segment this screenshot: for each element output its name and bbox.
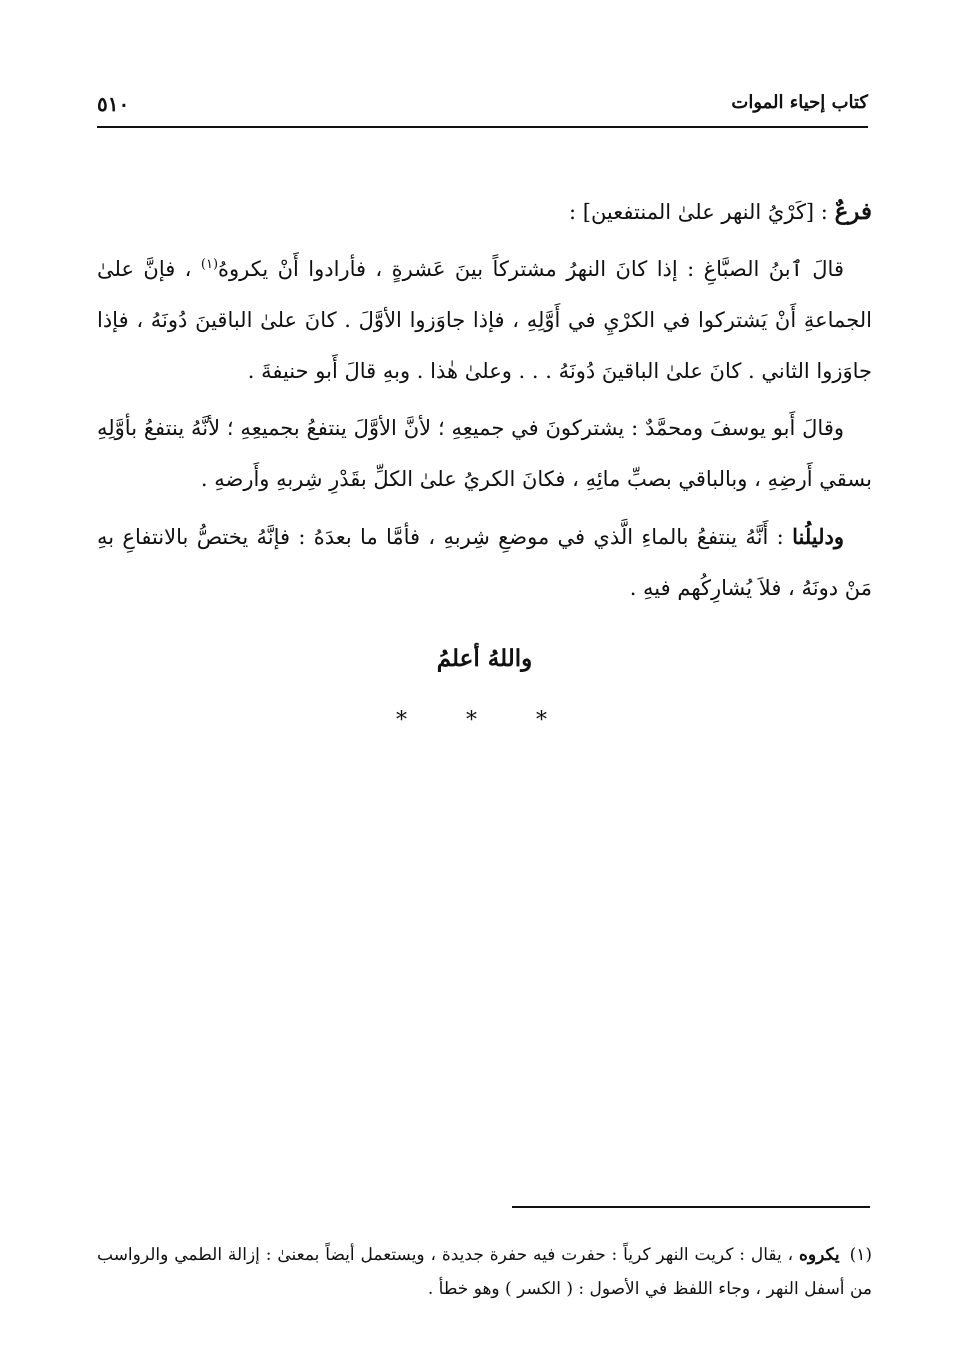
page-header: [97, 86, 868, 128]
paragraph-1-text: قالَ ٱبنُ الصبَّاغِ : إذا كانَ النهرُ مشتركاً بينَ عَشرةٍ ، فأرادوا أَنْ يكروهُ: [218, 257, 844, 281]
footnote-1: [97, 1238, 872, 1306]
footnote-text: ، يقال : كريت النهر كرياً : حفرت فيه حفرة جديدة ، ويستعمل أيضاً بمعنىٰ : إزالة الطمي والرواسب من أسفل النهر ، وجاء اللفظ في الأصول : ( الكسر ) وهو خطأ .: [97, 1245, 872, 1299]
page-number: ٥١٠: [97, 92, 130, 116]
paragraph-1: [97, 244, 872, 397]
paragraph-3: [97, 511, 872, 614]
section-heading-text: : [كَرْيُ النهر علىٰ المنتفعين] :: [569, 200, 828, 224]
paragraph-3-text: : أَنَّهُ ينتفعُ بالماءِ الَّذي في موضعِ شِربهِ ، فأمَّا ما بعدَهُ : فإنَّهُ يختصُّ بالانتفاعِ بهِ مَنْ دونَهُ ، فلاَ يُشارِكُهم فيهِ .: [97, 525, 872, 600]
section-heading: [97, 186, 872, 238]
paragraph-3-lead: ودليلُنا: [792, 524, 844, 549]
paragraph-2: وقالَ أَبو يوسفَ ومحمَّدٌ : يشتركونَ في جميعِهِ ؛ لأنَّ الأوَّلَ ينتفعُ بجميعِهِ ؛ لأنَّهُ ينتفعُ بأوَّلِهِ بسقي أَرضِهِ ، وبالباقي بصبِّ مائِهِ ، فكانَ الكريُ علىٰ الكلِّ بقَدْرِ شِربهِ وأَرضهِ .: [97, 416, 872, 491]
paragraph-1-rest: ، فإنَّ علىٰ الجماعةِ أَنْ يَشتركوا في الكرْيِ في أَوَّلِهِ ، فإذا جاوَزوا الأوَّلَ . كانَ علىٰ الباقينَ دُونَهُ ، فإذا جاوَزوا الثاني . كانَ علىٰ الباقينَ دُونَهُ . . . وعلىٰ هٰذا . وبهِ قالَ أَبو حنيفةَ .: [97, 257, 872, 383]
footnote-separator: [512, 1206, 870, 1208]
closing-phrase: واللهُ أعلمُ: [436, 645, 533, 672]
footnote-reference[interactable]: (١): [200, 257, 219, 272]
section-label: فرعٌ: [834, 198, 872, 225]
footnote-term: يكروه: [798, 1245, 840, 1265]
footnotes: [97, 1238, 872, 1306]
running-title: كتاب إحياء الموات: [731, 92, 868, 113]
main-text: [97, 186, 872, 620]
footnote-marker: (١): [849, 1245, 872, 1265]
section-divider-stars: * * *: [396, 708, 573, 733]
